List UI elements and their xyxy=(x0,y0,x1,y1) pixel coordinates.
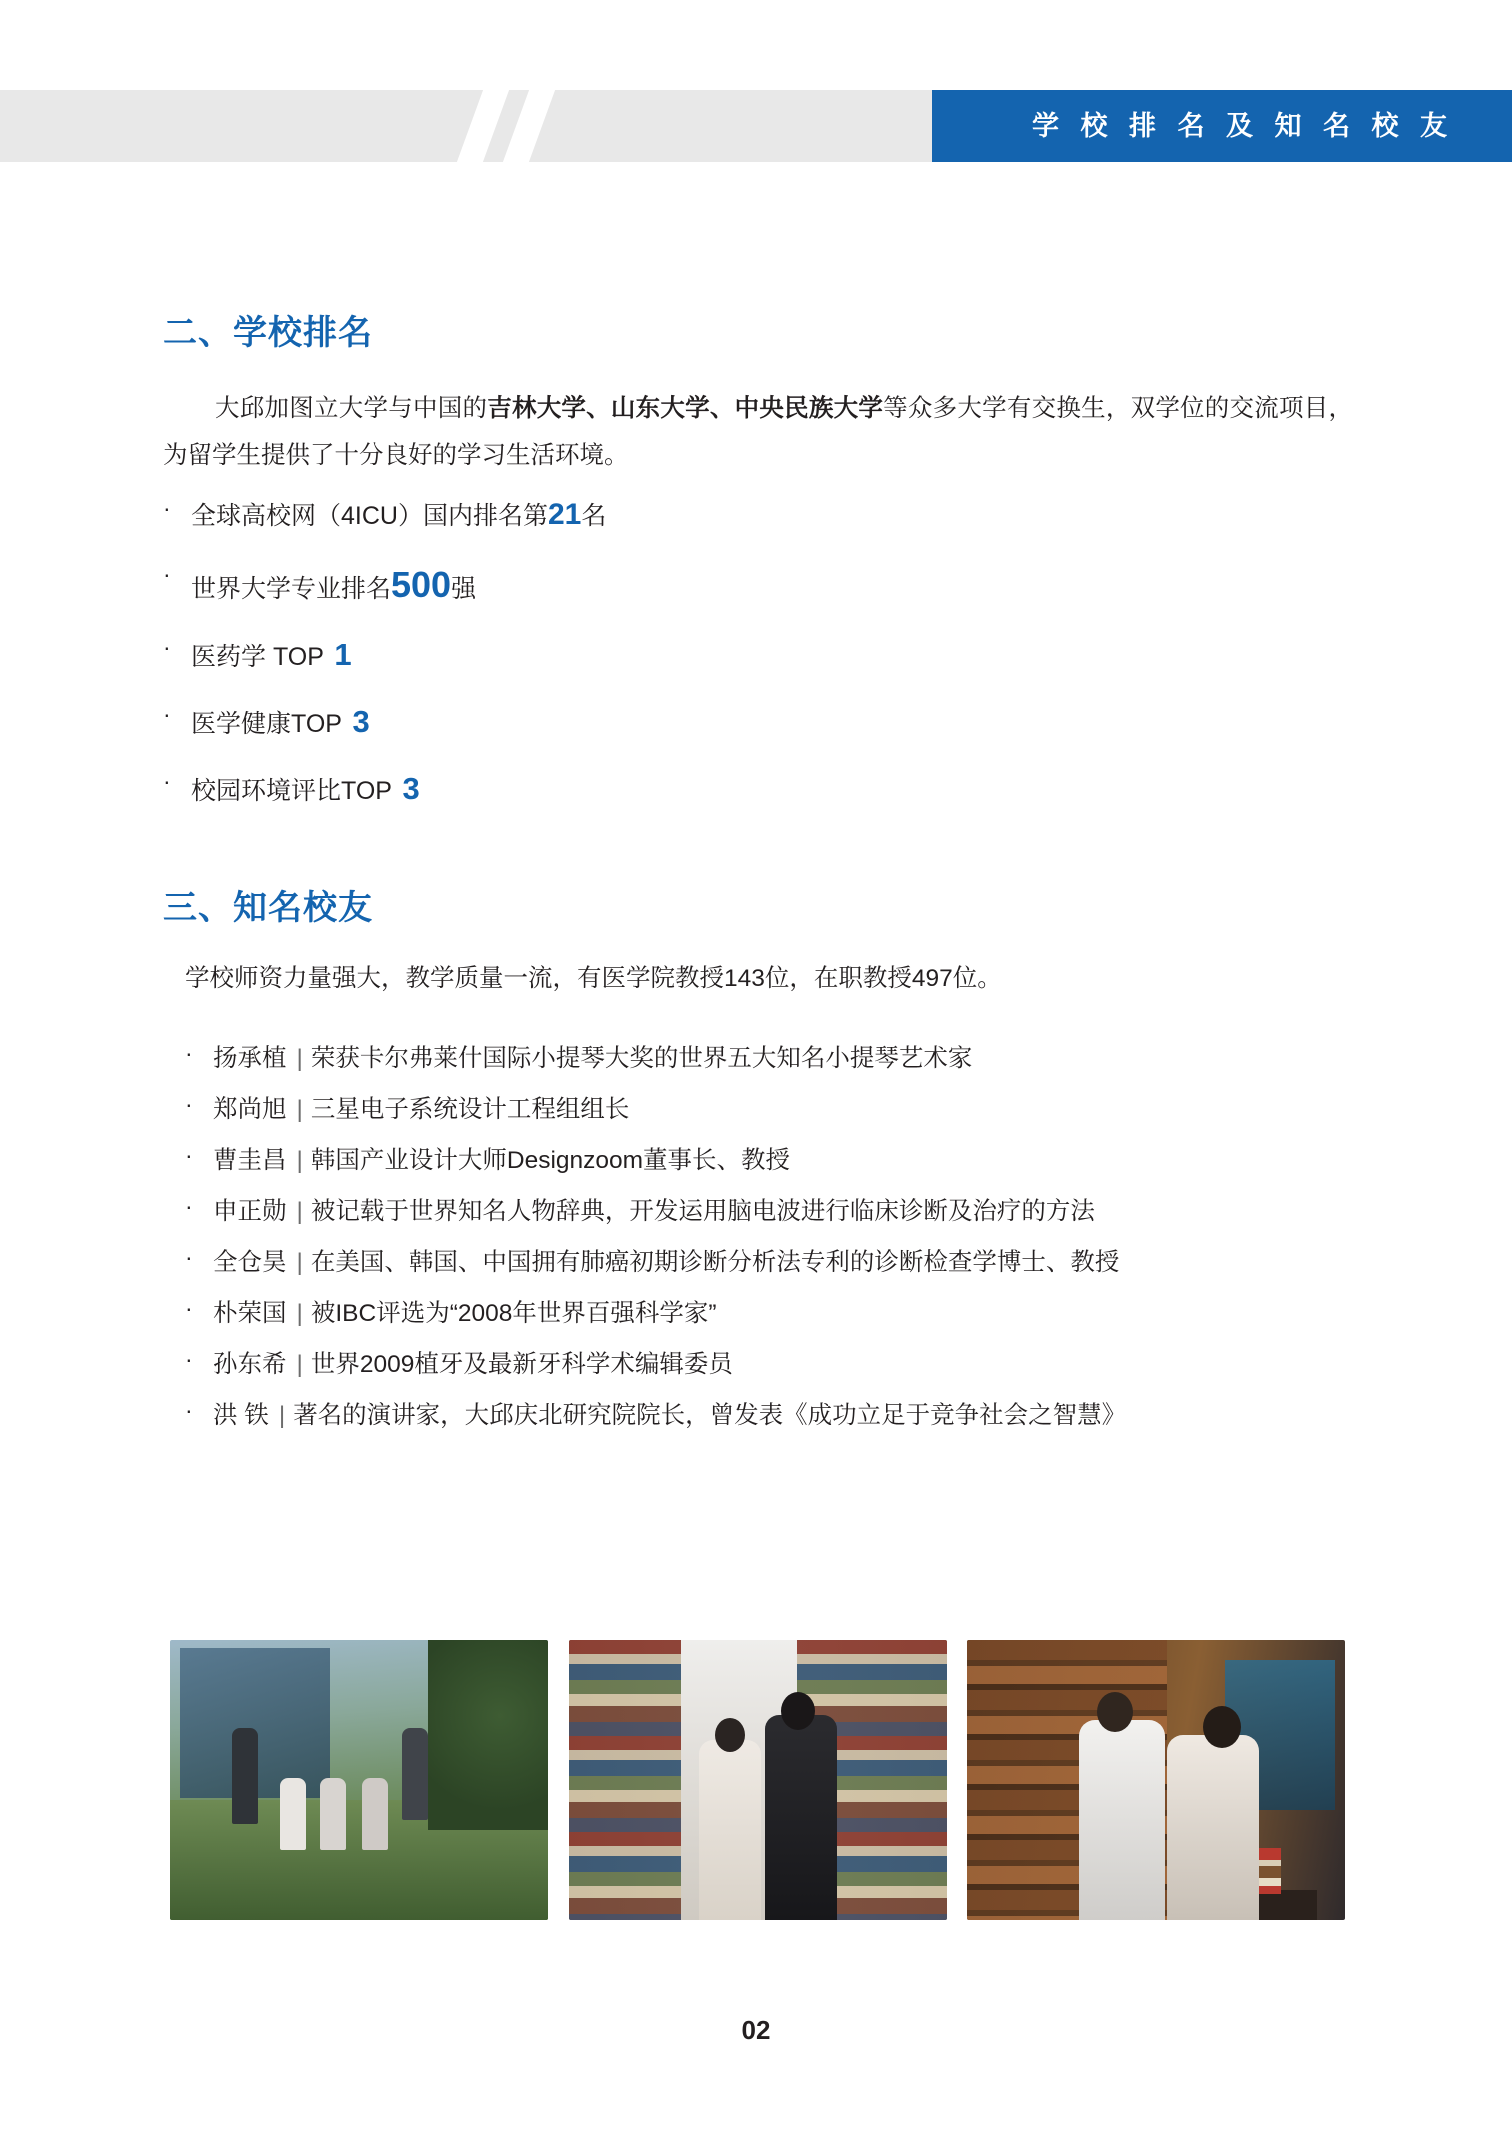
alumni-separator-icon: | xyxy=(296,1248,303,1276)
alumni-name: 扬承植 xyxy=(213,1045,287,1072)
alumni-entry xyxy=(213,1295,717,1333)
ranking-bullet-prefix: 医药学 TOP xyxy=(191,643,331,672)
alumni-separator-icon: | xyxy=(296,1197,303,1225)
alumni-description: 三星电子系统设计工程组组长 xyxy=(310,1095,630,1123)
ranking-bullet-suffix: 强 xyxy=(451,574,477,603)
section-heading-alumni: 三、知名校友 xyxy=(163,889,373,927)
ranking-bullet-number: 3 xyxy=(352,703,370,739)
photo-gallery xyxy=(170,1640,1345,1920)
alumni-name: 曹圭昌 xyxy=(213,1146,287,1174)
ranking-bullet-text xyxy=(191,634,352,676)
bullet-dot-icon: · xyxy=(185,1396,193,1423)
photo-bookshelf-shape xyxy=(569,1640,681,1920)
ranking-bullet-number: 21 xyxy=(547,498,582,531)
ranking-paragraph-prefix: 大邱加图立大学与中国的 xyxy=(215,395,488,422)
alumni-entry xyxy=(213,1397,1126,1435)
photo-person-head-shape xyxy=(1203,1706,1241,1748)
ranking-bullet-text xyxy=(191,561,476,610)
ranking-bullet-text xyxy=(191,768,420,810)
alumni-name: 申正勋 xyxy=(213,1197,287,1225)
alumni-separator-icon: | xyxy=(296,1095,303,1123)
bullet-dot-icon: · xyxy=(163,560,171,587)
alumni-entry xyxy=(213,1346,733,1384)
photo-person-head-shape xyxy=(715,1718,745,1752)
alumni-description: 著名的演讲家，大邱庆北研究院院长，曾发表《成功立足于竞争社会之智慧》 xyxy=(293,1401,1127,1429)
list-item xyxy=(163,495,606,536)
alumni-entry xyxy=(213,1193,1095,1231)
alumni-name: 郑尚旭 xyxy=(213,1095,287,1123)
alumni-name: 全仓昊 xyxy=(213,1248,287,1276)
photo-library-students-reading xyxy=(569,1640,947,1920)
photo-person-shape xyxy=(362,1778,388,1850)
photo-tree-shape xyxy=(428,1640,548,1830)
alumni-description: 被记载于世界知名人物辞典，开发运用脑电波进行临床诊断及治疗的方法 xyxy=(310,1197,1095,1225)
ranking-paragraph-bold: 吉林大学、山东大学、中央民族大学 xyxy=(487,395,884,422)
photo-person-shape xyxy=(765,1715,837,1920)
ranking-bullet-prefix: 医学健康TOP xyxy=(191,709,349,738)
list-item xyxy=(185,1142,1365,1180)
alumni-description: 世界2009植牙及最新牙科学术编辑委员 xyxy=(310,1350,733,1378)
ranking-bullet-prefix: 世界大学专业排名 xyxy=(191,574,392,603)
photo-person-shape xyxy=(1079,1720,1165,1920)
list-item xyxy=(163,701,606,743)
photo-study-room-discussion xyxy=(967,1640,1345,1920)
alumni-description: 韩国产业设计大师Designzoom董事长、教授 xyxy=(310,1146,791,1174)
alumni-entry xyxy=(213,1244,1119,1282)
ranking-bullet-number: 1 xyxy=(334,637,352,673)
header-title: 学 校 排 名 及 知 名 校 友 xyxy=(1031,111,1454,141)
ranking-bullet-list xyxy=(163,495,606,835)
page-number: 02 xyxy=(741,2015,771,2045)
ranking-bullet-text xyxy=(191,701,370,743)
bullet-dot-icon: · xyxy=(185,1040,193,1066)
ranking-bullet-prefix: 全球高校网（4ICU）国内排名第 xyxy=(191,502,548,530)
list-item xyxy=(185,1193,1365,1231)
alumni-separator-icon: | xyxy=(296,1146,303,1174)
alumni-name: 孙东希 xyxy=(213,1350,287,1378)
alumni-description: 在美国、韩国、中国拥有肺癌初期诊断分析法专利的诊断检查学博士、教授 xyxy=(310,1248,1120,1276)
alumni-entry xyxy=(213,1142,790,1180)
alumni-entry xyxy=(213,1091,629,1129)
photo-person-shape xyxy=(232,1728,258,1824)
bullet-dot-icon: · xyxy=(163,634,171,661)
page-header xyxy=(0,90,1512,162)
ranking-bullet-number: 500 xyxy=(391,563,452,605)
bullet-dot-icon: · xyxy=(163,495,171,521)
alumni-description: 荣获卡尔弗莱什国际小提琴大奖的世界五大知名小提琴艺术家 xyxy=(310,1045,973,1072)
list-item xyxy=(163,561,606,610)
list-item xyxy=(163,634,606,676)
list-item xyxy=(163,768,606,810)
bullet-dot-icon: · xyxy=(185,1141,193,1168)
photo-person-shape xyxy=(699,1740,761,1920)
photo-campus-students-outdoor xyxy=(170,1640,548,1920)
photo-person-shape xyxy=(280,1778,306,1850)
alumni-separator-icon: | xyxy=(278,1401,286,1429)
alumni-name: 洪 铁 xyxy=(213,1401,269,1429)
alumni-separator-icon: | xyxy=(296,1045,303,1072)
alumni-intro-paragraph: 学校师资力量强大，教学质量一流，有医学院教授143位，在职教授497位。 xyxy=(185,965,1002,992)
section-heading-ranking: 二、学校排名 xyxy=(163,314,373,352)
photo-person-shape xyxy=(320,1778,346,1850)
list-item xyxy=(185,1346,1365,1384)
photo-person-shape xyxy=(402,1728,428,1820)
bullet-dot-icon: · xyxy=(185,1345,193,1372)
ranking-bullet-text xyxy=(191,495,606,536)
photo-person-head-shape xyxy=(1097,1692,1133,1732)
photo-person-shape xyxy=(1167,1735,1259,1920)
alumni-name: 朴荣国 xyxy=(213,1299,287,1327)
list-item xyxy=(185,1091,1365,1129)
bullet-dot-icon: · xyxy=(163,700,171,727)
ranking-intro-paragraph xyxy=(163,385,1353,479)
ranking-bullet-prefix: 校园环境评比TOP xyxy=(191,776,399,805)
alumni-description: 被IBC评选为“2008年世界百强科学家” xyxy=(310,1299,717,1327)
list-item xyxy=(185,1397,1365,1435)
list-item xyxy=(185,1295,1365,1333)
list-item xyxy=(185,1244,1365,1282)
alumni-bullet-list xyxy=(185,1040,1365,1448)
ranking-paragraph-suffix: 等众多大学有交换生，双学位的交流项目，为留学生提供了十分良好的学习生活环境。 xyxy=(163,395,1354,469)
list-item xyxy=(185,1040,1365,1078)
ranking-bullet-suffix: 名 xyxy=(581,502,607,530)
bullet-dot-icon: · xyxy=(163,767,171,794)
bullet-dot-icon: · xyxy=(185,1090,193,1117)
alumni-separator-icon: | xyxy=(296,1299,303,1327)
alumni-entry xyxy=(213,1040,972,1078)
bullet-dot-icon: · xyxy=(185,1294,193,1321)
photo-person-head-shape xyxy=(781,1692,815,1730)
alumni-separator-icon: | xyxy=(296,1350,303,1378)
ranking-bullet-number: 3 xyxy=(402,770,420,806)
bullet-dot-icon: · xyxy=(185,1243,193,1270)
bullet-dot-icon: · xyxy=(185,1192,193,1219)
